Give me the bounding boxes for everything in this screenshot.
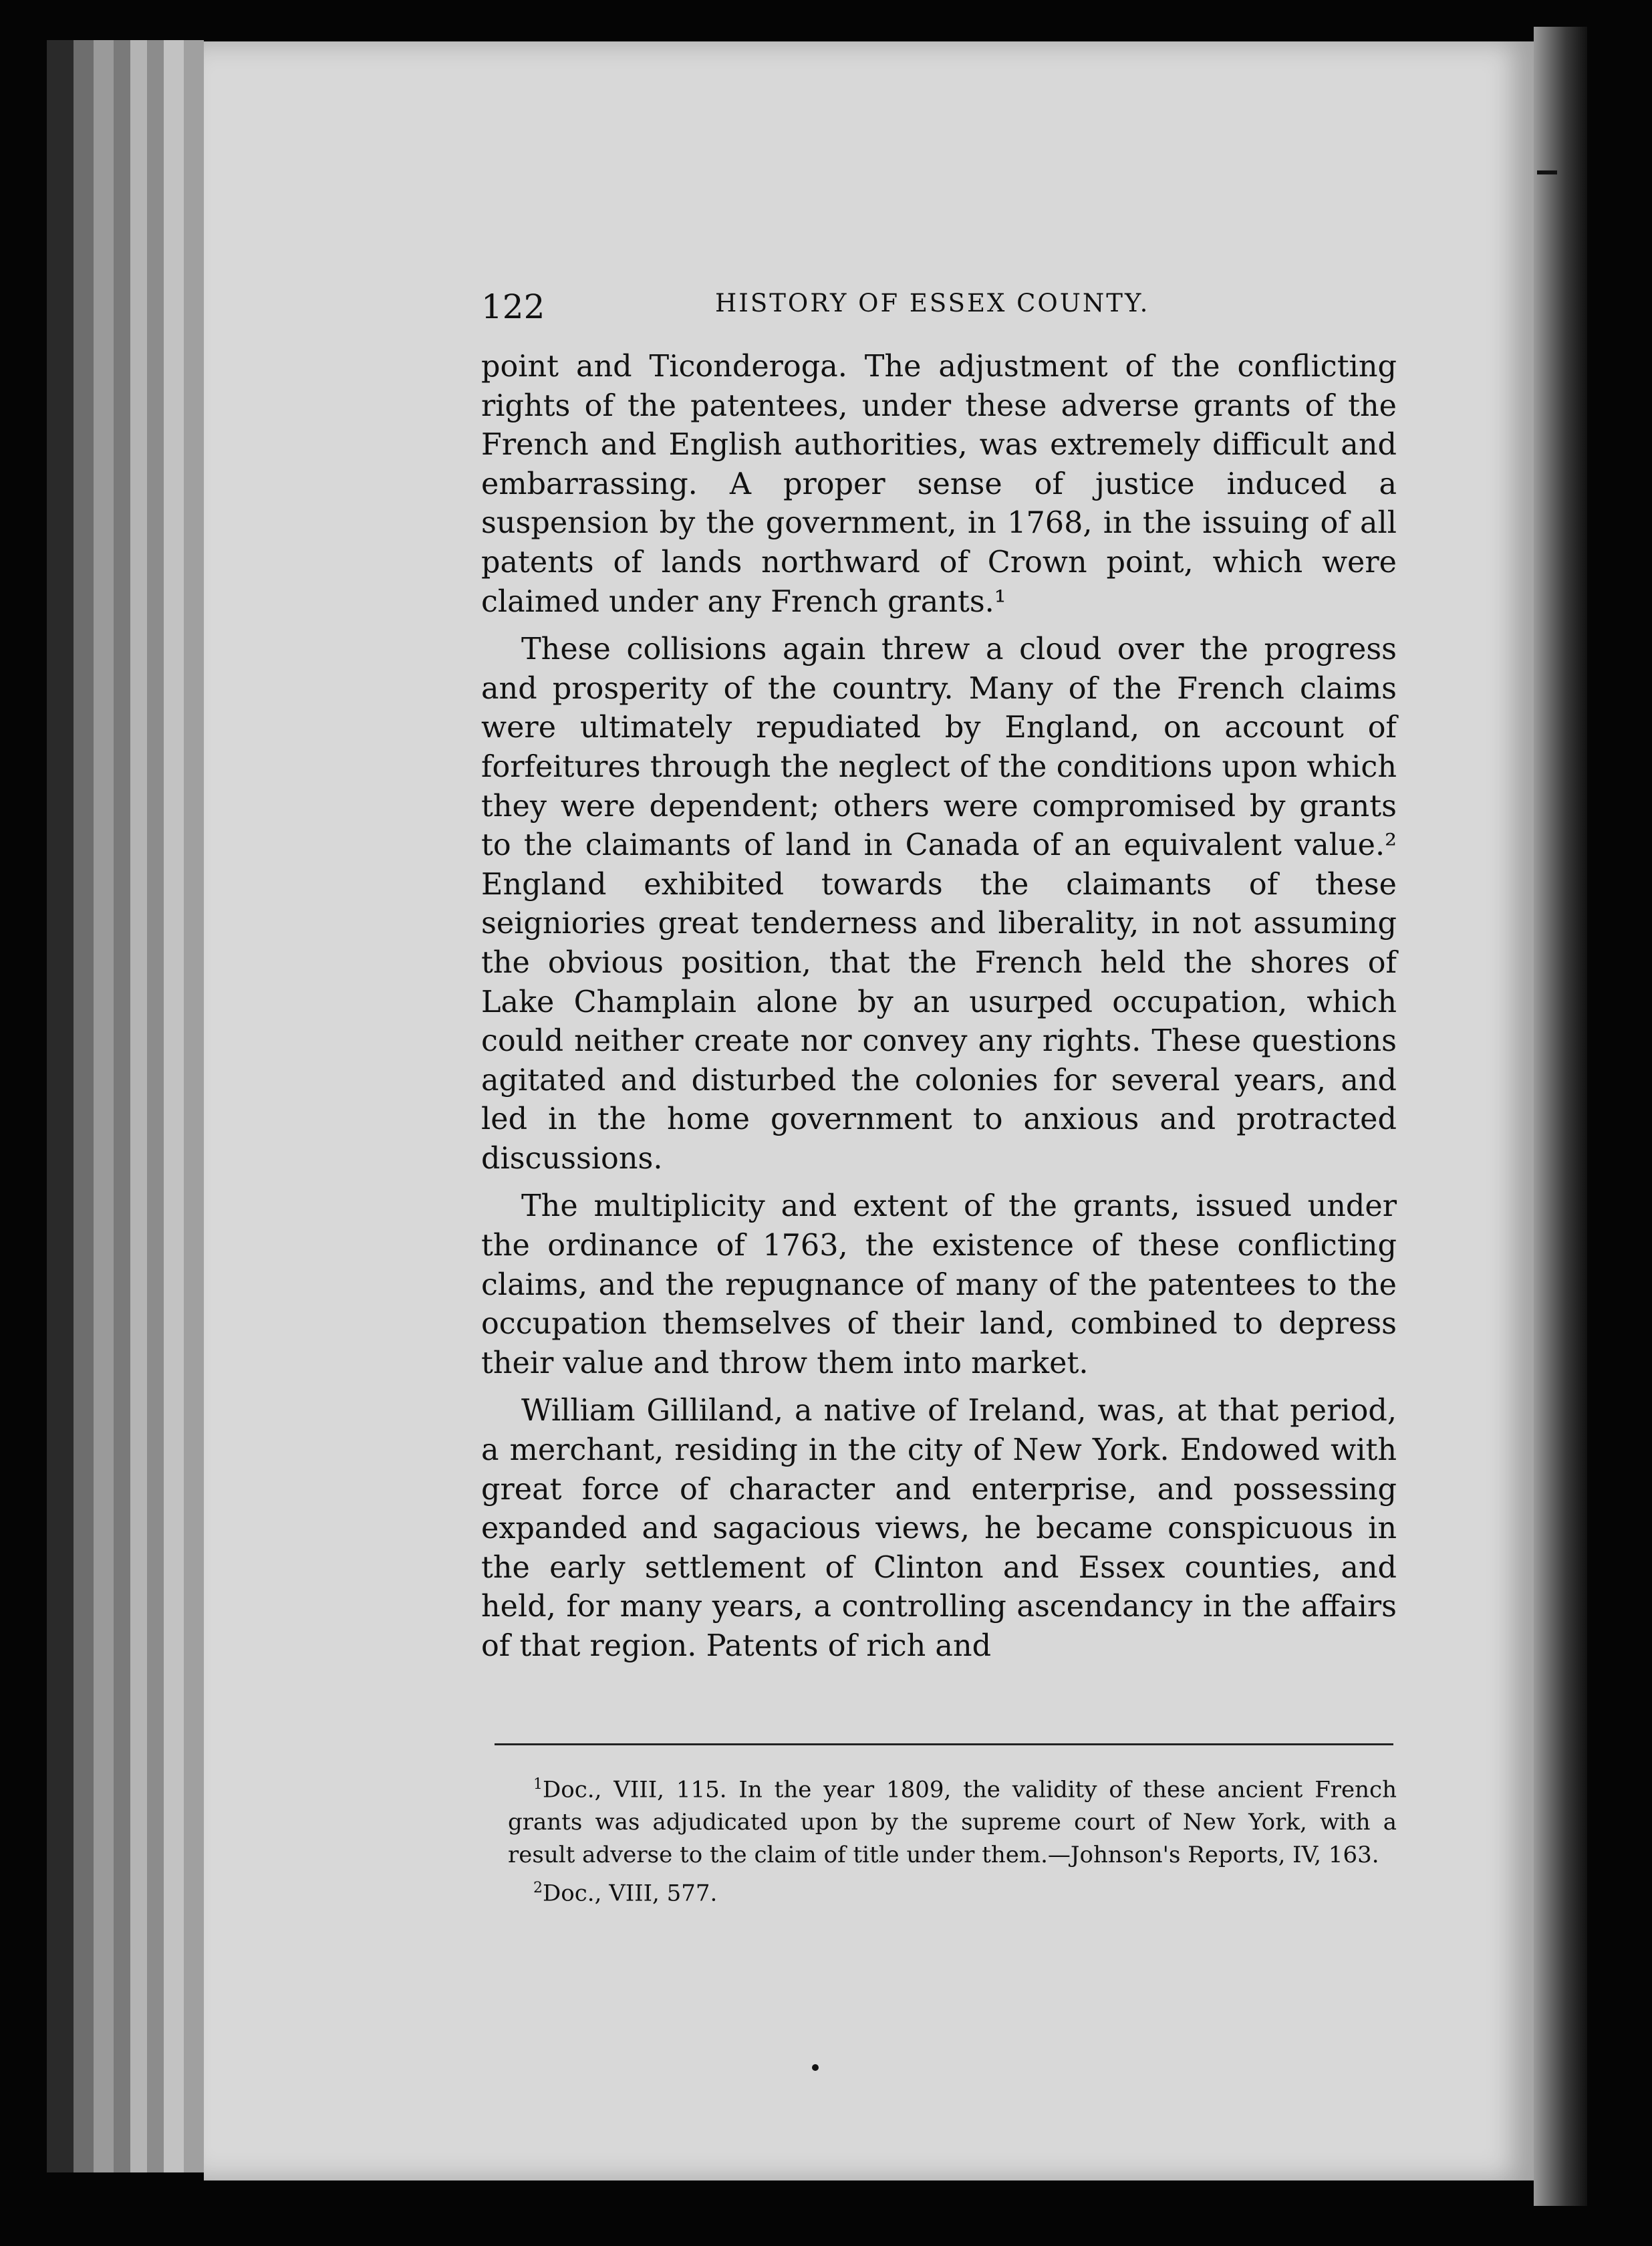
page-stack-edge — [47, 40, 74, 2172]
footnote — [508, 1768, 1397, 1872]
footnote-marker: 1 — [533, 1776, 543, 1793]
running-head — [481, 287, 1403, 334]
footnote-marker: 2 — [533, 1880, 543, 1897]
footnote — [508, 1872, 1397, 1910]
running-title: HISTORY OF ESSEX COUNTY. — [715, 289, 1150, 318]
page-dot — [812, 2064, 819, 2071]
page-stack-edge — [94, 40, 114, 2172]
footnotes — [508, 1768, 1397, 1910]
paragraph: These collisions again threw a cloud over the progress and prosperity of the country. Many of the French claims were ultimately repudiated by England, on account of forfeitures through the neglect of the conditions upon which they were dependent; others were compromised by grants to the claimants of land in Canada of an equivalent value.² England exhibited towards the claimants of these seigniories great tenderness and liberality, in not assuming the obvious position, that the French held the shores of Lake Champlain alone by an usurped occupation, which could neither create nor convey any rights. These questions agitated and disturbed the colonies for several years, and led in the home government to anxious and protracted discussions. — [481, 632, 1397, 1176]
footnote-text: Doc., VIII, 115. In the year 1809, the validity of these ancient French grants was adjudicated upon by the supreme court of New York, with a result adverse to the claim of title under them.—Johnson's Reports, IV, 163. — [508, 1776, 1397, 1869]
paragraph: William Gilliland, a native of Ireland, was, at that period, a merchant, residing in the city of New York. Endowed with great force of character and enterprise, and possessing expanded and sagacious views, he became conspicuous in the early settlement of Clinton and Essex counties, and held, for many years, a controlling ascendancy in the affairs of that region. Patents of rich and — [481, 1394, 1397, 1663]
book-gutter-shadow — [1534, 27, 1587, 2206]
body-text — [481, 348, 1397, 1666]
page-stack-edge — [130, 40, 147, 2172]
page-number: 122 — [481, 287, 545, 326]
page-stack-edge — [147, 40, 164, 2172]
paragraph: point and Ticonderoga. The adjustment of the conflicting rights of the patentees, under these adverse grants of the French and English authorities, was extremely difficult and embarrassing. A proper sense of justice induced a suspension by the government, in 1768, in the issuing of all patents of lands northward of Crown point, which were claimed under any French grants.¹ — [481, 350, 1397, 619]
scan-mark — [1537, 170, 1557, 174]
page-stack-edge — [184, 40, 204, 2172]
footnote-text: Doc., VIII, 577. — [543, 1880, 718, 1907]
paragraph: The multiplicity and extent of the grants, issued under the ordinance of 1763, the existence of these conflicting claims, and the repugnance of many of the patentees to the occupation themselves of their land, combined to depress their value and throw them into market. — [481, 1189, 1397, 1380]
page-stack-edge — [114, 40, 130, 2172]
page-stack-edge — [74, 40, 94, 2172]
footnote-rule — [495, 1743, 1393, 1745]
page-stack-edge — [164, 40, 184, 2172]
